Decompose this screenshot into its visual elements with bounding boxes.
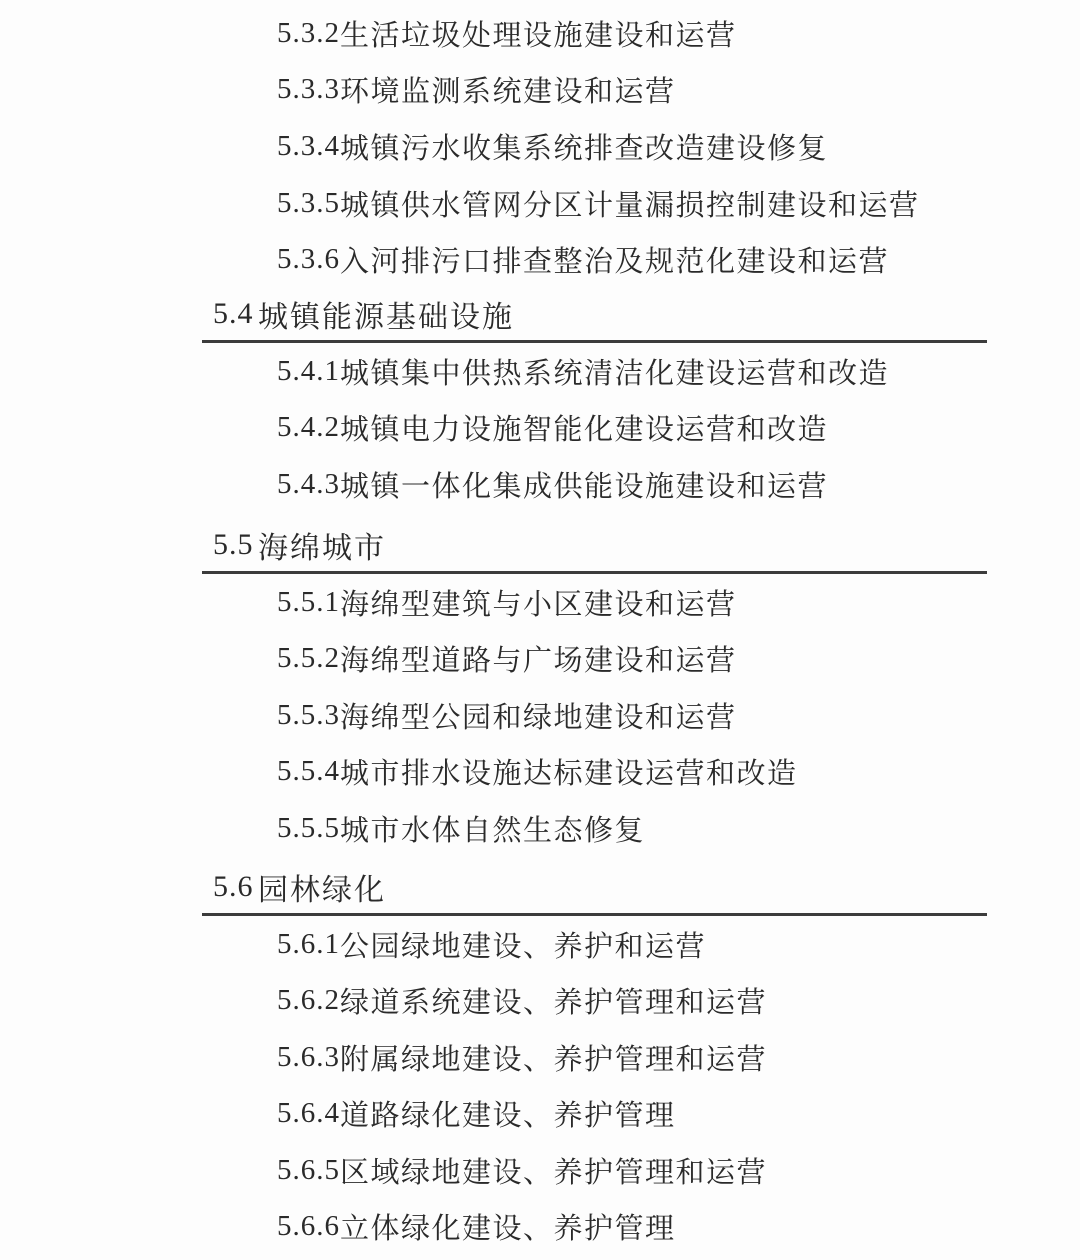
section-heading-5-5	[0, 519, 1080, 571]
toc-item	[0, 1086, 1080, 1143]
item-number: 5.3.2	[277, 16, 340, 49]
section-heading-5-6	[0, 861, 1080, 913]
item-label: 城市水体自然生态修复	[340, 814, 646, 847]
item-number: 5.4.1	[277, 354, 340, 387]
item-number: 5.5.5	[277, 811, 340, 844]
item-label: 城镇一体化集成供能设施建设和运营	[340, 470, 829, 503]
item-label: 道路绿化建设、养护管理	[340, 1100, 676, 1133]
toc-item	[0, 972, 1080, 1029]
item-label: 城市排水设施达标建设运营和改造	[340, 758, 798, 791]
item-label: 附属绿地建设、养护管理和运营	[340, 1043, 768, 1076]
toc-item	[0, 456, 1080, 513]
toc-item	[0, 574, 1080, 631]
item-number: 5.3.5	[277, 186, 340, 219]
item-label: 生活垃圾处理设施建设和运营	[340, 19, 737, 52]
heading-label: 城镇能源基础设施	[258, 300, 514, 334]
toc-item	[0, 175, 1080, 232]
heading-label: 海绵城市	[258, 531, 386, 565]
item-label: 绿道系统建设、养护管理和运营	[340, 987, 768, 1020]
toc-item	[0, 1199, 1080, 1256]
item-label: 城镇电力设施智能化建设运营和改造	[340, 414, 829, 447]
item-label: 环境监测系统建设和运营	[340, 76, 676, 109]
item-number: 5.5.3	[277, 698, 340, 731]
item-label: 城镇供水管网分区计量漏损控制建设和运营	[340, 189, 920, 222]
toc-item	[0, 5, 1080, 62]
toc-item	[0, 1142, 1080, 1199]
item-label: 海绵型建筑与小区建设和运营	[340, 588, 737, 621]
toc-item	[0, 118, 1080, 175]
item-number: 5.6.2	[277, 984, 340, 1017]
item-number: 5.5.1	[277, 585, 340, 618]
item-label: 城镇集中供热系统清洁化建设运营和改造	[340, 357, 890, 390]
heading-number: 5.5	[213, 527, 254, 561]
item-label: 海绵型道路与广场建设和运营	[340, 645, 737, 678]
item-number: 5.6.6	[277, 1210, 340, 1243]
item-number: 5.4.3	[277, 467, 340, 500]
item-label: 海绵型公园和绿地建设和运营	[340, 701, 737, 734]
toc-item	[0, 744, 1080, 801]
item-number: 5.4.2	[277, 411, 340, 444]
item-number: 5.6.4	[277, 1097, 340, 1130]
item-number: 5.3.6	[277, 243, 340, 276]
toc-item	[0, 343, 1080, 400]
heading-number: 5.6	[213, 869, 254, 903]
item-number: 5.6.3	[277, 1040, 340, 1073]
heading-number: 5.4	[213, 296, 254, 330]
item-label: 公园绿地建设、养护和运营	[340, 930, 707, 963]
toc-item	[0, 630, 1080, 687]
toc-item	[0, 231, 1080, 288]
toc-item	[0, 800, 1080, 857]
toc-item	[0, 916, 1080, 973]
item-label: 区域绿地建设、养护管理和运营	[340, 1156, 768, 1189]
item-label: 立体绿化建设、养护管理	[340, 1213, 676, 1246]
item-number: 5.3.3	[277, 73, 340, 106]
toc-item	[0, 687, 1080, 744]
toc-item	[0, 62, 1080, 119]
item-number: 5.5.4	[277, 755, 340, 788]
heading-label: 园林绿化	[258, 873, 386, 907]
item-number: 5.6.1	[277, 927, 340, 960]
toc-item	[0, 1029, 1080, 1086]
toc-item	[0, 400, 1080, 457]
item-label: 入河排污口排查整治及规范化建设和运营	[340, 246, 890, 279]
item-number: 5.3.4	[277, 129, 340, 162]
item-number: 5.5.2	[277, 642, 340, 675]
item-label: 城镇污水收集系统排查改造建设修复	[340, 132, 829, 165]
section-heading-5-4	[0, 288, 1080, 340]
item-number: 5.6.5	[277, 1153, 340, 1186]
